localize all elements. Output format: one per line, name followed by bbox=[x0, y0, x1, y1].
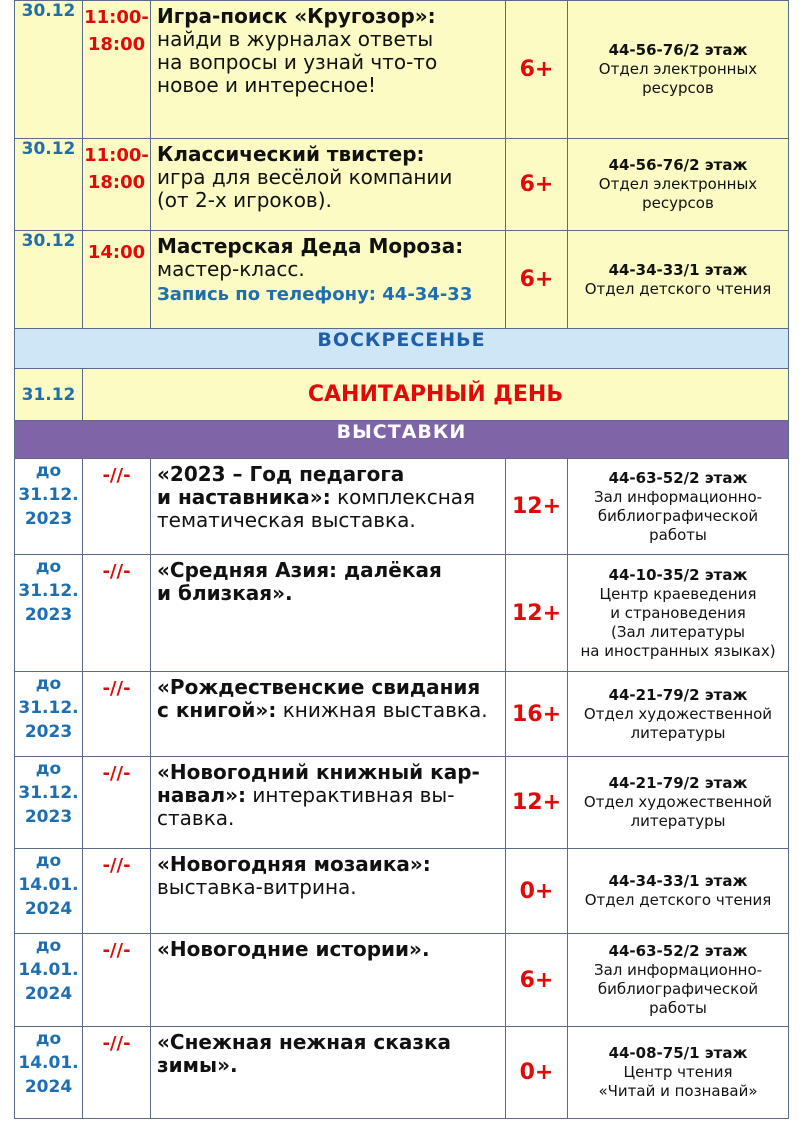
exhibition-title-line: «Снежная нежная сказка bbox=[157, 1030, 452, 1054]
exhibition-location bbox=[568, 1027, 789, 1119]
event-time-start: 14:00 bbox=[87, 242, 146, 263]
location-place: ресурсов bbox=[642, 79, 714, 97]
exhibition-title-line: «Новогодний книжный кар- bbox=[157, 760, 480, 784]
exhibition-description bbox=[151, 757, 506, 849]
exhibition-description bbox=[151, 459, 506, 555]
event-row bbox=[15, 1, 789, 139]
exhibition-description bbox=[151, 555, 506, 672]
event-description bbox=[151, 1, 506, 139]
location-place: Центр чтения bbox=[623, 1063, 733, 1081]
location-place: Зал информационно- bbox=[593, 961, 763, 979]
location-place: ресурсов bbox=[642, 194, 714, 212]
date-year: 2024 bbox=[24, 1077, 73, 1097]
exhibition-time: -//- bbox=[83, 459, 151, 555]
date-day: 14.01. bbox=[18, 875, 79, 895]
age-rating: 0+ bbox=[506, 849, 568, 934]
location-phone: 44-56-76/2 этаж bbox=[608, 156, 748, 174]
location-phone: 44-63-52/2 этаж bbox=[608, 468, 748, 487]
age-rating: 12+ bbox=[506, 555, 568, 672]
event-desc-line: мастер-класс. bbox=[157, 257, 305, 281]
exhibition-location bbox=[568, 672, 789, 757]
exhibition-desc: выставка-витрина. bbox=[157, 875, 357, 899]
event-time-start: 11:00- bbox=[84, 145, 149, 166]
registration-note: Запись по телефону: 44-34-33 bbox=[157, 284, 473, 305]
date-prefix: до bbox=[35, 759, 62, 779]
event-time-end: 18:00 bbox=[87, 34, 146, 55]
event-desc-line: игра для весёлой компании bbox=[157, 165, 453, 189]
exhibition-date bbox=[15, 459, 83, 555]
location-place: Отдел художественной bbox=[583, 793, 773, 811]
event-desc-line: новое и интересное! bbox=[157, 73, 377, 97]
age-rating: 6+ bbox=[506, 231, 568, 329]
event-time-start: 11:00- bbox=[84, 7, 149, 28]
location-place: (Зал литературы bbox=[610, 622, 745, 641]
date-prefix: до bbox=[35, 851, 62, 871]
age-rating: 0+ bbox=[506, 1027, 568, 1119]
event-desc-line: найди в журналах ответы bbox=[157, 27, 434, 51]
date-year: 2023 bbox=[24, 807, 73, 827]
age-rating: 6+ bbox=[506, 934, 568, 1027]
date-year: 2023 bbox=[24, 509, 73, 529]
event-title: Мастерская Деда Мороза: bbox=[157, 234, 464, 258]
exhibition-location bbox=[568, 459, 789, 555]
exhibition-date bbox=[15, 1027, 83, 1119]
exhibition-row bbox=[15, 849, 789, 934]
exhibition-desc: комплексная тематическая выставка. bbox=[157, 485, 476, 532]
date-year: 2024 bbox=[24, 899, 73, 919]
event-date: 30.12 bbox=[15, 1, 83, 139]
exhibition-location bbox=[568, 934, 789, 1027]
location-place: литературы bbox=[630, 812, 726, 830]
exhibition-date bbox=[15, 934, 83, 1027]
exhibition-desc: книжная выставка. bbox=[282, 698, 488, 722]
event-time bbox=[83, 231, 151, 329]
event-location bbox=[568, 231, 789, 329]
event-desc-line: на вопросы и узнай что-то bbox=[157, 50, 438, 74]
date-day: 31.12. bbox=[18, 581, 79, 601]
location-place: Отдел электронных bbox=[598, 60, 758, 78]
exhibition-time: -//- bbox=[83, 934, 151, 1027]
exhibition-date bbox=[15, 849, 83, 934]
location-phone: 44-34-33/1 этаж bbox=[608, 872, 748, 890]
date-day: 31.12. bbox=[18, 485, 79, 505]
exhibition-title-line: «Рождественские свидания bbox=[157, 675, 481, 699]
exhibition-time: -//- bbox=[83, 1027, 151, 1119]
age-rating: 16+ bbox=[506, 672, 568, 757]
exhibition-desc: интерактивная вы- ставка. bbox=[157, 783, 455, 830]
exhibition-row bbox=[15, 757, 789, 849]
date-year: 2023 bbox=[24, 722, 73, 742]
date-year: 2023 bbox=[24, 605, 73, 625]
date-prefix: до bbox=[35, 674, 62, 694]
sanitary-label: САНИТАРНЫЙ ДЕНЬ bbox=[83, 369, 789, 421]
exhibitions-header: ВЫСТАВКИ bbox=[15, 421, 789, 459]
exhibition-row bbox=[15, 459, 789, 555]
event-desc-line: (от 2-х игроков). bbox=[157, 188, 332, 212]
event-row bbox=[15, 139, 789, 231]
event-time bbox=[83, 1, 151, 139]
age-rating: 6+ bbox=[506, 139, 568, 231]
location-phone: 44-63-52/2 этаж bbox=[608, 942, 748, 960]
location-place: работы bbox=[649, 999, 707, 1017]
date-prefix: до bbox=[35, 1029, 62, 1049]
exhibition-time: -//- bbox=[83, 849, 151, 934]
date-prefix: до bbox=[35, 936, 62, 956]
date-day: 14.01. bbox=[18, 960, 79, 980]
exhibition-title-line: с книгой»: bbox=[157, 698, 277, 722]
exhibition-title-line: «Средняя Азия: далёкая bbox=[157, 558, 442, 582]
date-day: 31.12. bbox=[18, 698, 79, 718]
exhibition-title-line: зимы». bbox=[157, 1053, 238, 1077]
location-place: Центр краеведения bbox=[599, 584, 757, 603]
event-time-end: 18:00 bbox=[87, 172, 146, 193]
exhibitions-header-row bbox=[15, 421, 789, 459]
location-place: и страноведения bbox=[610, 603, 746, 622]
exhibition-title-line: навал»: bbox=[157, 783, 247, 807]
exhibition-title-line: и наставника»: bbox=[157, 485, 331, 509]
exhibition-title-line: и близкая». bbox=[157, 581, 293, 605]
location-place: литературы bbox=[630, 723, 726, 742]
event-date: 30.12 bbox=[15, 231, 83, 329]
schedule-table bbox=[14, 0, 789, 1119]
location-phone: 44-56-76/2 этаж bbox=[608, 41, 748, 59]
location-place: библиографической bbox=[597, 506, 759, 525]
date-day: 14.01. bbox=[18, 1053, 79, 1073]
exhibition-location bbox=[568, 757, 789, 849]
exhibition-date bbox=[15, 555, 83, 672]
location-place: Отдел художественной bbox=[583, 704, 773, 723]
exhibition-location bbox=[568, 555, 789, 672]
location-place: работы bbox=[649, 525, 707, 544]
event-description bbox=[151, 231, 506, 329]
location-place: на иностранных языках) bbox=[580, 641, 776, 660]
event-location bbox=[568, 1, 789, 139]
location-place: Отдел детского чтения bbox=[584, 891, 772, 909]
day-header-row bbox=[15, 329, 789, 369]
day-header: ВОСКРЕСЕНЬЕ bbox=[15, 329, 789, 369]
sanitary-row bbox=[15, 369, 789, 421]
exhibition-time: -//- bbox=[83, 757, 151, 849]
age-rating: 6+ bbox=[506, 1, 568, 139]
event-title: Классический твистер: bbox=[157, 142, 425, 166]
exhibition-row bbox=[15, 1027, 789, 1119]
event-description bbox=[151, 139, 506, 231]
exhibition-description bbox=[151, 934, 506, 1027]
exhibition-date bbox=[15, 757, 83, 849]
exhibition-title-line: «2023 – Год педагога bbox=[157, 462, 405, 486]
exhibition-row bbox=[15, 555, 789, 672]
date-prefix: до bbox=[35, 461, 62, 481]
exhibition-description bbox=[151, 1027, 506, 1119]
exhibition-row bbox=[15, 672, 789, 757]
exhibition-row bbox=[15, 934, 789, 1027]
date-prefix: до bbox=[35, 557, 62, 577]
exhibition-date bbox=[15, 672, 83, 757]
location-place: Отдел детского чтения bbox=[584, 279, 772, 298]
sanitary-date: 31.12 bbox=[15, 369, 83, 421]
location-place: Зал информационно- bbox=[593, 487, 763, 506]
exhibition-time: -//- bbox=[83, 555, 151, 672]
exhibition-title-line: «Новогодние истории». bbox=[157, 937, 430, 961]
location-phone: 44-10-35/2 этаж bbox=[608, 565, 748, 584]
event-title: Игра-поиск «Кругозор»: bbox=[157, 4, 436, 28]
location-place: Отдел электронных bbox=[598, 175, 758, 193]
event-date: 30.12 bbox=[15, 139, 83, 231]
location-phone: 44-34-33/1 этаж bbox=[608, 260, 748, 279]
exhibition-time: -//- bbox=[83, 672, 151, 757]
exhibition-location bbox=[568, 849, 789, 934]
location-phone: 44-21-79/2 этаж bbox=[608, 685, 748, 704]
location-place: «Читай и познавай» bbox=[598, 1082, 758, 1100]
date-year: 2024 bbox=[24, 984, 73, 1004]
event-location bbox=[568, 139, 789, 231]
age-rating: 12+ bbox=[506, 757, 568, 849]
location-phone: 44-08-75/1 этаж bbox=[608, 1044, 748, 1062]
exhibition-description bbox=[151, 849, 506, 934]
location-phone: 44-21-79/2 этаж bbox=[608, 774, 748, 792]
exhibition-description bbox=[151, 672, 506, 757]
exhibition-title-line: «Новогодняя мозаика»: bbox=[157, 852, 431, 876]
event-row bbox=[15, 231, 789, 329]
event-time bbox=[83, 139, 151, 231]
date-day: 31.12. bbox=[18, 783, 79, 803]
age-rating: 12+ bbox=[506, 459, 568, 555]
location-place: библиографической bbox=[597, 980, 759, 998]
